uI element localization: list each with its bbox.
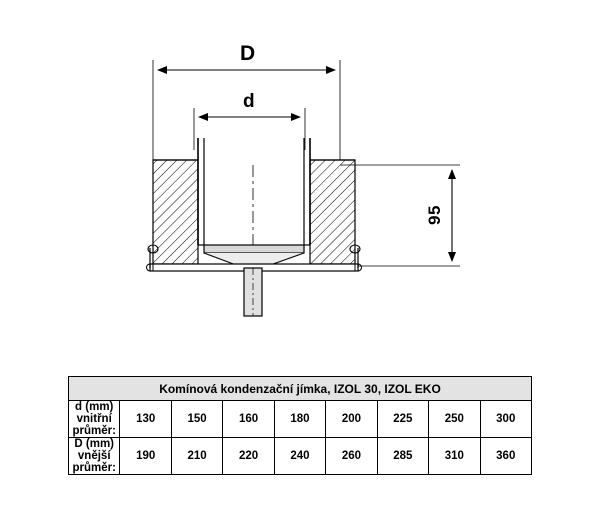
table-row [69, 438, 532, 475]
table-header-row [69, 377, 532, 401]
cell-D-4: 240 [274, 438, 325, 475]
cell-D-7: 310 [429, 438, 480, 475]
inner-pipe [198, 138, 310, 245]
cell-d-1: 130 [120, 401, 171, 438]
cell-d-7: 250 [429, 401, 480, 438]
cell-D-5: 260 [326, 438, 377, 475]
cell-D-6: 285 [377, 438, 428, 475]
cell-d-2: 150 [171, 401, 222, 438]
cell-d-3: 160 [223, 401, 274, 438]
drain-spigot [244, 268, 262, 316]
cell-D-8: 360 [480, 438, 532, 475]
dimension-label-height: 95 [425, 205, 444, 225]
cell-D-1: 190 [120, 438, 171, 475]
dimension-label-d: d [243, 91, 256, 112]
insulation-left [153, 160, 198, 264]
cell-d-5: 200 [326, 401, 377, 438]
cell-d-4: 180 [274, 401, 325, 438]
row-label-inner-diameter: d (mm) vnitřní průměr: [69, 401, 120, 438]
cell-d-8: 300 [480, 401, 532, 438]
dimension-label-D: D [240, 42, 256, 65]
insulation-right [310, 160, 355, 264]
spec-table [68, 376, 532, 475]
cell-d-6: 225 [377, 401, 428, 438]
table-title: Komínová kondenzační jímka, IZOL 30, IZOL EKO [69, 377, 532, 401]
cell-D-3: 220 [223, 438, 274, 475]
cell-D-2: 210 [171, 438, 222, 475]
table-row [69, 401, 532, 438]
row-label-outer-diameter: D (mm) vnější průměr: [69, 438, 120, 475]
dimension-d [194, 108, 305, 150]
spec-table-wrap [68, 376, 532, 475]
